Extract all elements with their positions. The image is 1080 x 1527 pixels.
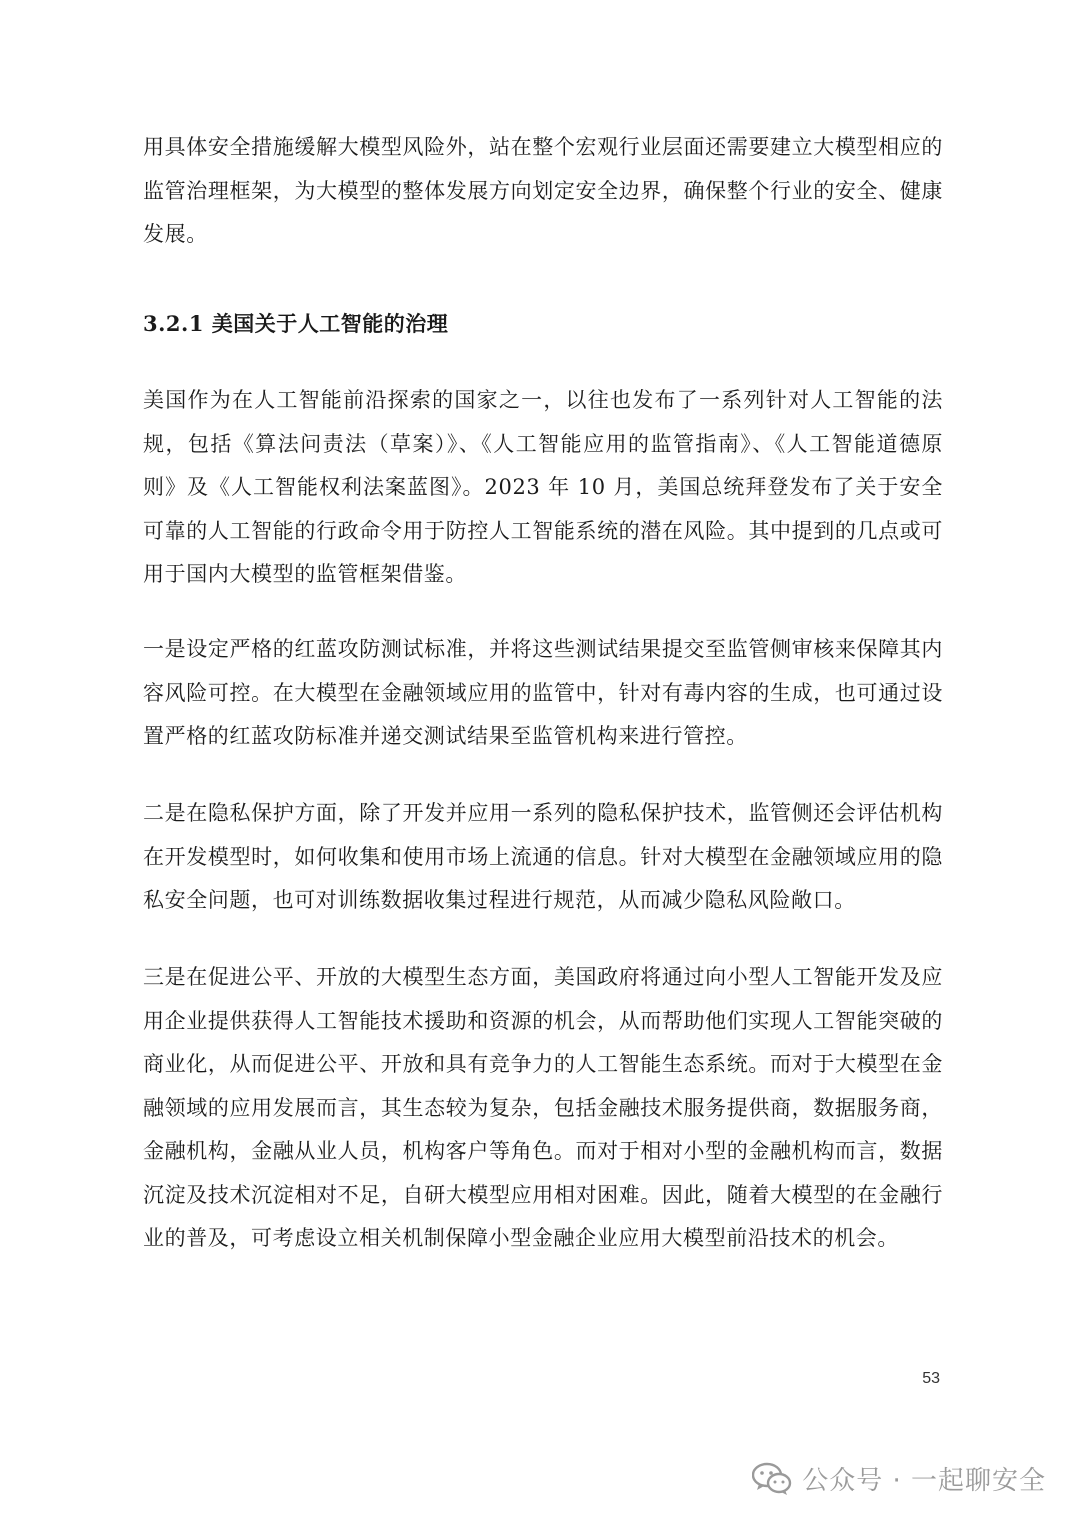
- watermark-text: 公众号 · 一起聊安全: [802, 1466, 1046, 1496]
- watermark: [752, 1460, 1046, 1497]
- section-heading: 3.2.1 美国关于人工智能的治理: [143, 311, 449, 336]
- intro-paragraph: 用具体安全措施缓解大模型风险外，站在整个宏观行业层面还需要建立大模型相应的监管治理框架，为大模型的整体发展方向划定安全边界，确保整个行业的安全、健康发展。: [143, 135, 943, 246]
- paragraph-fair-ecosystem: 三是在促进公平、开放的大模型生态方面，美国政府将通过向小型人工智能开发及应用企业提供获得人工智能技术援助和资源的机会，从而帮助他们实现人工智能突破的商业化，从而促进公平、开放和具有竞争力的人工智能生态系统。而对于大模型在金融领域的应用发展而言，其生态较为复杂，包括金融技术服务提供商，数据服务商，金融机构，金融从业人员，机构客户等角色。而对于相对小型的金融机构而言，数据沉淀及技术沉淀相对不足，自研大模型应用相对困难。因此，随着大模型的在金融行业的普及，可考虑设立相关机制保障小型金融企业应用大模型前沿技术的机会。: [143, 965, 943, 1250]
- paragraph-red-blue-testing: 一是设定严格的红蓝攻防测试标准，并将这些测试结果提交至监管侧审核来保障其内容风险可控。在大模型在金融领域应用的监管中，针对有毒内容的生成，也可通过设置严格的红蓝攻防标准并递交测试结果至监管机构来进行管控。: [143, 637, 943, 748]
- wechat-icon: [752, 1462, 792, 1496]
- paragraph-us-regulations: 美国作为在人工智能前沿探索的国家之一，以往也发布了一系列针对人工智能的法规，包括《算法问责法（草案）》、《人工智能应用的监管指南》、《人工智能道德原则》及《人工智能权利法案蓝图》。2023 年 10 月，美国总统拜登发布了关于安全可靠的人工智能的行政命令用于防控人工智能系统的潜在风险。其中提到的几点或可用于国内大模型的监管框架借鉴。: [143, 388, 943, 586]
- paragraph-privacy-protection: 二是在隐私保护方面，除了开发并应用一系列的隐私保护技术，监管侧还会评估机构在开发模型时，如何收集和使用市场上流通的信息。针对大模型在金融领域应用的隐私安全问题，也可对训练数据收集过程进行规范，从而减少隐私风险敞口。: [143, 801, 943, 912]
- page-number: 53: [922, 1370, 940, 1387]
